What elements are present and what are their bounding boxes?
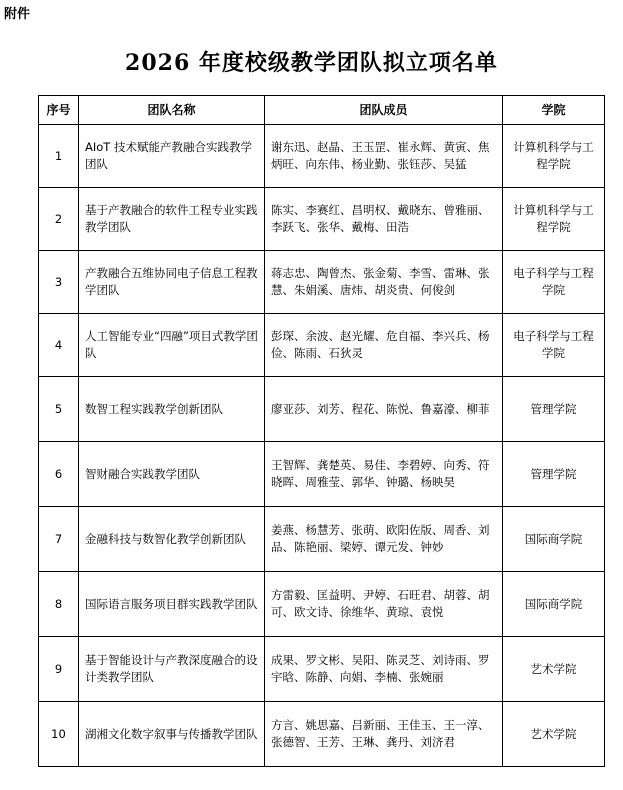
header-team-name: 团队名称 [79, 96, 265, 125]
table-header-row [39, 96, 605, 125]
row-college: 管理学院 [503, 442, 605, 507]
row-members: 廖亚莎、刘芳、程花、陈悦、鲁嘉濠、柳菲 [265, 377, 503, 442]
table-row [39, 442, 605, 507]
document-title: 2026 年度校级教学团队拟立项名单 [125, 50, 498, 76]
table-row [39, 251, 605, 314]
row-team-name: 基于智能设计与产教深度融合的设计类教学团队 [79, 637, 265, 702]
table-row [39, 572, 605, 637]
table-row [39, 702, 605, 767]
row-team-name: 基于产教融合的软件工程专业实践教学团队 [79, 188, 265, 251]
row-index: 9 [39, 637, 79, 702]
header-members: 团队成员 [265, 96, 503, 125]
row-college: 艺术学院 [503, 702, 605, 767]
row-college: 国际商学院 [503, 572, 605, 637]
row-index: 6 [39, 442, 79, 507]
team-roster-table [38, 95, 605, 767]
row-members: 王智辉、龚楚英、易佳、李碧婷、向秀、符晓晖、周雅莹、郭华、钟璐、杨映昊 [265, 442, 503, 507]
header-index: 序号 [39, 96, 79, 125]
row-team-name: 智财融合实践教学团队 [79, 442, 265, 507]
row-team-name: 人工智能专业“四融”项目式教学团队 [79, 314, 265, 377]
attachment-label: 附件 [4, 7, 31, 22]
row-team-name: 湖湘文化数字叙事与传播教学团队 [79, 702, 265, 767]
row-college: 计算机科学与工程学院 [503, 188, 605, 251]
row-index: 4 [39, 314, 79, 377]
row-members: 成果、罗文彬、吴阳、陈灵芝、刘诗雨、罗宇晗、陈静、向娟、李楠、张婉丽 [265, 637, 503, 702]
table-row [39, 377, 605, 442]
row-members: 蒋志忠、陶曾杰、张金菊、李雪、雷琳、张慧、朱娟溪、唐炜、胡炎贵、何俊剑 [265, 251, 503, 314]
row-college: 电子科学与工程学院 [503, 251, 605, 314]
table-row [39, 637, 605, 702]
row-index: 7 [39, 507, 79, 572]
row-team-name: 产教融合五维协同电子信息工程教学团队 [79, 251, 265, 314]
row-team-name: 国际语言服务项目群实践教学团队 [79, 572, 265, 637]
row-college: 艺术学院 [503, 637, 605, 702]
row-index: 2 [39, 188, 79, 251]
row-index: 1 [39, 125, 79, 188]
row-college: 计算机科学与工程学院 [503, 125, 605, 188]
row-team-name: 数智工程实践教学创新团队 [79, 377, 265, 442]
row-members: 谢东迅、赵晶、王玉罡、崔永辉、黄寅、焦炳旺、向东伟、杨业勤、张钰莎、吴猛 [265, 125, 503, 188]
row-college: 管理学院 [503, 377, 605, 442]
row-members: 陈实、李赛红、昌明权、戴晓东、曾雅丽、李跃飞、张华、戴梅、田浩 [265, 188, 503, 251]
row-index: 5 [39, 377, 79, 442]
header-college: 学院 [503, 96, 605, 125]
row-members: 姜燕、杨慧芳、张萌、欧阳佐版、周香、刘品、陈艳丽、梁婷、谭元发、钟妙 [265, 507, 503, 572]
row-index: 8 [39, 572, 79, 637]
table-row [39, 314, 605, 377]
row-college: 国际商学院 [503, 507, 605, 572]
row-members: 彭琛、余波、赵光耀、危自福、李兴兵、杨俭、陈雨、石狄灵 [265, 314, 503, 377]
row-team-name: AIoT 技术赋能产教融合实践教学团队 [79, 125, 265, 188]
table-row [39, 507, 605, 572]
row-index: 3 [39, 251, 79, 314]
table-row [39, 188, 605, 251]
row-members: 方雷毅、匡益明、尹婷、石旺君、胡蓉、胡可、欧文诗、徐维华、黄琼、袁悦 [265, 572, 503, 637]
row-members: 方言、姚思嘉、吕新丽、王佳玉、王一淳、张德智、王芳、王琳、龚丹、刘济君 [265, 702, 503, 767]
table-row [39, 125, 605, 188]
row-college: 电子科学与工程学院 [503, 314, 605, 377]
row-team-name: 金融科技与数智化教学创新团队 [79, 507, 265, 572]
row-index: 10 [39, 702, 79, 767]
